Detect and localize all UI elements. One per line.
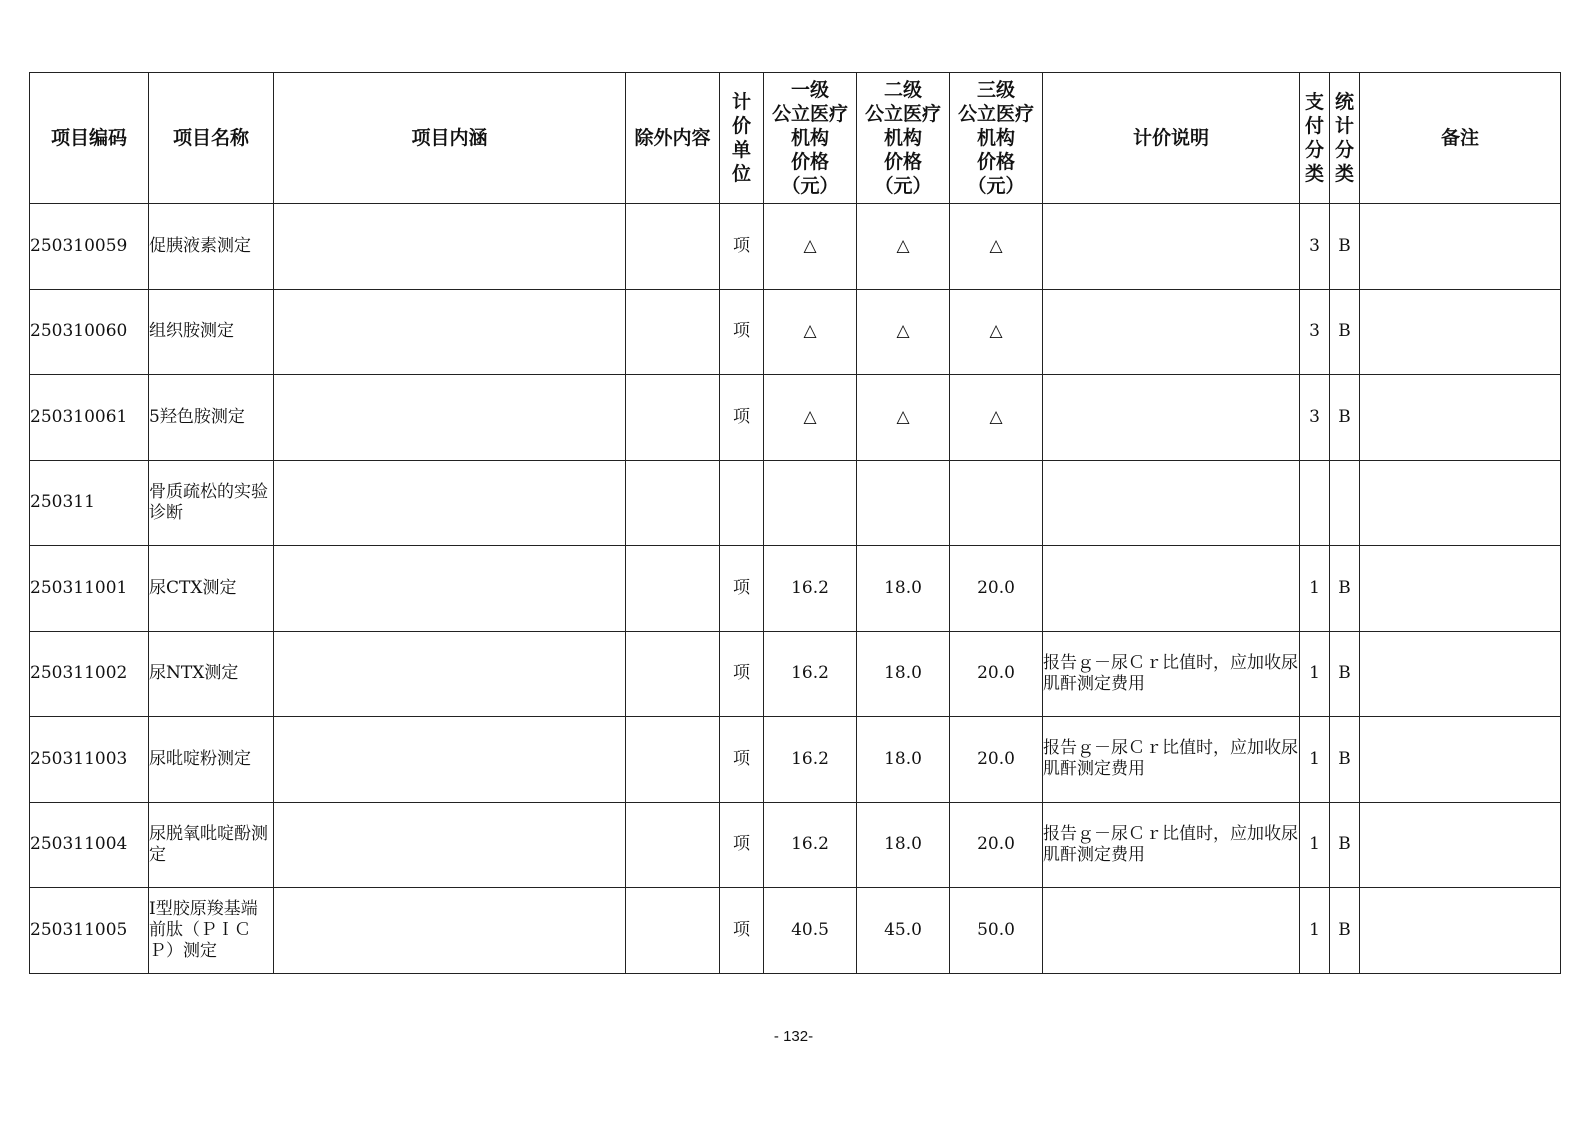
table-row (30, 546, 1561, 632)
payment-category: 1 (1300, 631, 1330, 717)
level2-price: 18.0 (857, 546, 950, 632)
level1-price: △ (764, 375, 857, 461)
item-content (274, 375, 626, 461)
item-name: 5羟色胺测定 (149, 375, 274, 461)
level3-price: 20.0 (950, 802, 1043, 888)
header-remark: 备注 (1360, 73, 1561, 204)
level2-price: 45.0 (857, 888, 950, 974)
item-content (274, 888, 626, 974)
item-name: 尿脱氧吡啶酚测定 (149, 802, 274, 888)
payment-category: 3 (1300, 204, 1330, 290)
level2-price: 18.0 (857, 631, 950, 717)
item-code: 250310060 (30, 289, 149, 375)
item-name: 骨质疏松的实验诊断 (149, 460, 274, 546)
statistics-category: B (1330, 204, 1360, 290)
level3-price: 20.0 (950, 546, 1043, 632)
header-statistics-category: 统 计 分 类 (1330, 73, 1360, 204)
statistics-category: B (1330, 717, 1360, 803)
pricing-note: 报告ｇ－尿Ｃｒ比值时，应加收尿肌酐测定费用 (1043, 802, 1300, 888)
pricing-note (1043, 204, 1300, 290)
remark (1360, 204, 1561, 290)
item-exclusion (626, 204, 720, 290)
table-row (30, 289, 1561, 375)
table-row (30, 888, 1561, 974)
item-unit: 项 (720, 375, 764, 461)
item-content (274, 717, 626, 803)
header-pricing-note: 计价说明 (1043, 73, 1300, 204)
payment-category: 1 (1300, 888, 1330, 974)
table-row (30, 631, 1561, 717)
level3-price: 20.0 (950, 631, 1043, 717)
header-level2-price: 二级 公立医疗 机构 价格 （元） (857, 73, 950, 204)
table-row (30, 802, 1561, 888)
item-code: 250311003 (30, 717, 149, 803)
payment-category: 1 (1300, 802, 1330, 888)
pricing-note (1043, 546, 1300, 632)
level2-price: 18.0 (857, 717, 950, 803)
item-exclusion (626, 460, 720, 546)
statistics-category: B (1330, 289, 1360, 375)
item-unit (720, 460, 764, 546)
header-code: 项目编码 (30, 73, 149, 204)
item-code: 250311002 (30, 631, 149, 717)
item-name: 尿NTX测定 (149, 631, 274, 717)
pricing-note (1043, 289, 1300, 375)
item-content (274, 631, 626, 717)
page-number: - 132- (773, 1028, 814, 1045)
statistics-category: B (1330, 546, 1360, 632)
item-code: 250311 (30, 460, 149, 546)
level2-price: △ (857, 204, 950, 290)
remark (1360, 460, 1561, 546)
statistics-category: B (1330, 375, 1360, 461)
statistics-category: B (1330, 888, 1360, 974)
item-content (274, 460, 626, 546)
level1-price: △ (764, 204, 857, 290)
item-code: 250311001 (30, 546, 149, 632)
level2-price: △ (857, 375, 950, 461)
item-unit: 项 (720, 888, 764, 974)
table-row (30, 375, 1561, 461)
statistics-category: B (1330, 631, 1360, 717)
pricing-note (1043, 375, 1300, 461)
level2-price: 18.0 (857, 802, 950, 888)
item-exclusion (626, 375, 720, 461)
statistics-category (1330, 460, 1360, 546)
item-content (274, 289, 626, 375)
item-exclusion (626, 888, 720, 974)
level1-price: 16.2 (764, 631, 857, 717)
remark (1360, 888, 1561, 974)
level3-price: △ (950, 289, 1043, 375)
table-row-category (30, 460, 1561, 546)
item-content (274, 802, 626, 888)
item-unit: 项 (720, 717, 764, 803)
price-table (29, 72, 1561, 974)
level1-price (764, 460, 857, 546)
remark (1360, 717, 1561, 803)
item-exclusion (626, 631, 720, 717)
remark (1360, 546, 1561, 632)
item-code: 250310059 (30, 204, 149, 290)
remark (1360, 375, 1561, 461)
header-level1-price: 一级 公立医疗 机构 价格 （元） (764, 73, 857, 204)
level1-price: 40.5 (764, 888, 857, 974)
level1-price: 16.2 (764, 802, 857, 888)
level3-price (950, 460, 1043, 546)
remark (1360, 289, 1561, 375)
payment-category: 3 (1300, 375, 1330, 461)
item-name: 组织胺测定 (149, 289, 274, 375)
item-name: 尿CTX测定 (149, 546, 274, 632)
level1-price: 16.2 (764, 546, 857, 632)
item-code: 250311005 (30, 888, 149, 974)
item-name: I型胶原羧基端前肽（ＰＩＣＰ）测定 (149, 888, 274, 974)
level3-price: 50.0 (950, 888, 1043, 974)
payment-category: 1 (1300, 717, 1330, 803)
item-name: 促胰液素测定 (149, 204, 274, 290)
item-unit: 项 (720, 546, 764, 632)
level1-price: 16.2 (764, 717, 857, 803)
header-name: 项目名称 (149, 73, 274, 204)
header-content: 项目内涵 (274, 73, 626, 204)
item-name: 尿吡啶粉测定 (149, 717, 274, 803)
table-row (30, 204, 1561, 290)
header-unit: 计 价 单 位 (720, 73, 764, 204)
header-row (30, 73, 1561, 204)
level3-price: △ (950, 375, 1043, 461)
header-level3-price: 三级 公立医疗 机构 价格 （元） (950, 73, 1043, 204)
payment-category (1300, 460, 1330, 546)
item-exclusion (626, 289, 720, 375)
item-code: 250311004 (30, 802, 149, 888)
statistics-category: B (1330, 802, 1360, 888)
pricing-note: 报告ｇ－尿Ｃｒ比值时，应加收尿肌酐测定费用 (1043, 717, 1300, 803)
header-payment-category: 支 付 分 类 (1300, 73, 1330, 204)
payment-category: 1 (1300, 546, 1330, 632)
item-exclusion (626, 546, 720, 632)
item-unit: 项 (720, 289, 764, 375)
item-unit: 项 (720, 204, 764, 290)
level3-price: 20.0 (950, 717, 1043, 803)
item-content (274, 204, 626, 290)
item-code: 250310061 (30, 375, 149, 461)
pricing-note (1043, 460, 1300, 546)
item-unit: 项 (720, 631, 764, 717)
pricing-note (1043, 888, 1300, 974)
level3-price: △ (950, 204, 1043, 290)
header-exclusion: 除外内容 (626, 73, 720, 204)
remark (1360, 631, 1561, 717)
level1-price: △ (764, 289, 857, 375)
remark (1360, 802, 1561, 888)
level2-price: △ (857, 289, 950, 375)
item-unit: 项 (720, 802, 764, 888)
item-exclusion (626, 802, 720, 888)
item-exclusion (626, 717, 720, 803)
table-row (30, 717, 1561, 803)
payment-category: 3 (1300, 289, 1330, 375)
pricing-note: 报告ｇ－尿Ｃｒ比值时，应加收尿肌酐测定费用 (1043, 631, 1300, 717)
item-content (274, 546, 626, 632)
level2-price (857, 460, 950, 546)
